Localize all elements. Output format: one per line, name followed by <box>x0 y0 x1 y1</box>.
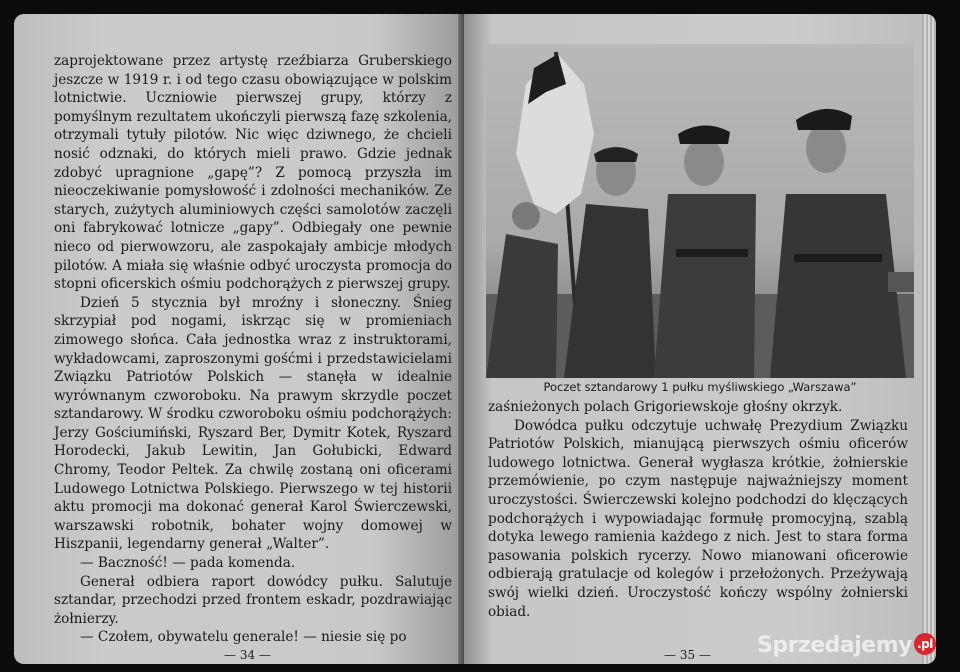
paragraph: Generał odbiera raport dowódcy pułku. Salutuje sztandar, przechodzi przed frontem eskadr, pozdrawiając żołnierzy. <box>54 573 452 627</box>
paragraph: zaśnieżonych polach Grigoriewskoje głośny okrzyk. <box>488 399 843 415</box>
watermark-badge: .pl <box>914 633 936 655</box>
photo-soldiers-illustration <box>486 44 914 378</box>
right-page-text <box>488 398 908 621</box>
paragraph: — Czołem, obywatelu generale! — niesie się po <box>80 629 407 646</box>
left-page-text <box>54 52 452 647</box>
paragraph: — Baczność! — pada komenda. <box>80 555 296 572</box>
watermark-text: Sprzedajemy <box>757 633 912 658</box>
paragraph: Dzień 5 stycznia był mroźny i słoneczny. Śnieg skrzypiał pod nogami, iskrząc się w promieniach zimowego słońca. Cała jednostka wraz z instruktorami, wykładowcami, zaproszonymi gośćmi i przedstawicielami Związku Patriotów Polskich — stanęła w idealnie wyrównanym czworoboku. Na prawym skrzydle poczet sztandarowy. W środku czworoboku ośmiu podchorążych: Jerzy Gościumiński, Ryszard Ber, Dymitr Kotek, Ryszard Horodecki, Jakub Lewitin, Jan Gołubicki, Edward Chromy, Teodor Peltek. Za chwilę zostaną oni oficerami Ludowego Lotnictwa Polskiego. Pierwszego w tej historii aktu promocji ma dokonać generał Karol Świerczewski, warszawski robotnik, bohater wojny domowej w Hiszpanii, legendarny generał „Walter”. <box>54 294 452 553</box>
page-edges <box>922 14 936 664</box>
page-number: — 34 — <box>224 648 271 662</box>
page-number: — 35 — <box>664 648 711 662</box>
left-page <box>14 14 464 664</box>
photo-caption: Poczet sztandarowy 1 pułku myśliwskiego „Warszawa” <box>543 380 857 394</box>
right-page <box>464 14 936 664</box>
paragraph: Dowódca pułku odczytuje uchwałę Prezydium Związku Patriotów Polskich, mianującą pierwszych ośmiu oficerów ludowego lotnictwa. Generał wygłasza krótkie, żołnierskie przemówienie, po czym następuje najważniejszy moment uroczystości. Świerczewski kolejno podchodzi do klęczących podchorążych i wypowiadając formułę promocyjną, szablą dotyka lewego ramienia każdego z nich. Jest to stara forma pasowania polskich rycerzy. Nowo mianowani oficerowie odbierają gratulacje od kolegów i przełożonych. Przeżywają swój wielki dzień. Uroczystość kończy wspólny żołnierski obiad. <box>488 417 908 620</box>
watermark-logo <box>757 633 936 658</box>
paragraph: zaprojektowane przez artystę rzeźbiarza Gruberskiego jeszcze w 1919 r. i od tego czasu obowiązujące w polskim lotnictwie. Uczniowie pierwszej grupy, którzy z pomyślnym rezultatem ukończyli pierwszą fazę szkolenia, otrzymali tytuły pilotów. Nic więc dziwnego, że chcieli nosić odznaki, do których mieli prawo. Gdzie jednak zdobyć upragnione „gapę”? Z pomocą przyszła im nieoczekiwanie pomysłowość i zdolności mechaników. Ze starych, zużytych aluminiowych części samolotów zaczęli oni fabrykować lotnicze „gapy”. Odbiegały one pewnie nieco od pierwowzoru, ale zaspokajały ambicje młodych pilotów. A miała się właśnie odbyć uroczysta promocja do stopni oficerskich ośmiu podchorążych z pierwszej grupy. <box>54 53 452 293</box>
photo-color-guard <box>486 44 914 378</box>
